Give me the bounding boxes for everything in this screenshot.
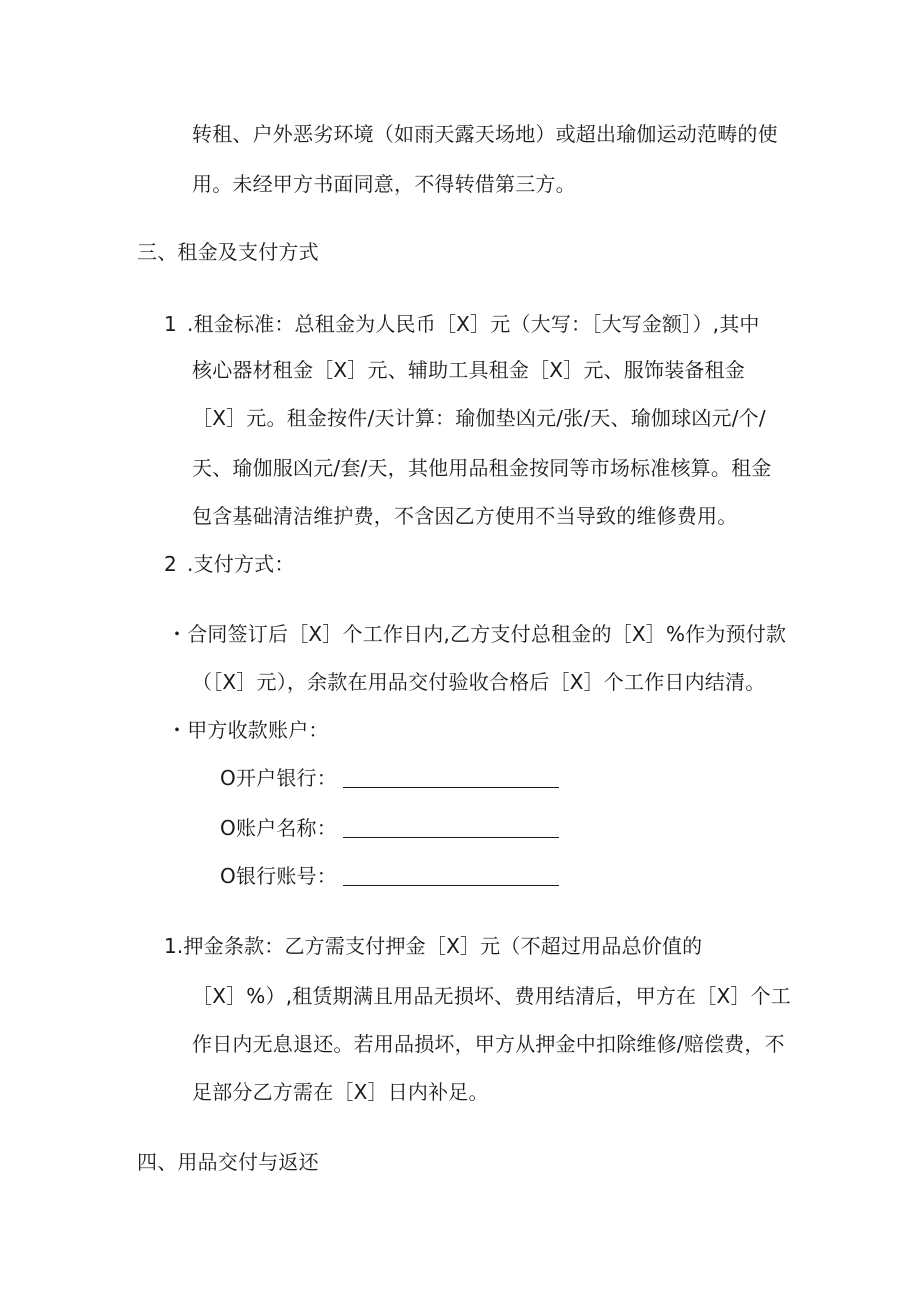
payment-bullet1-line2: （［X］元），余款在用品交付验收合格后［X］个工作日内结清。 (192, 670, 766, 694)
item1-line4: 天、瑜伽服凶元/套/天，其他用品租金按同等市场标准核算。租金 (192, 456, 772, 480)
payment-bullet1-line1: ・合同签订后［X］个工作日内,乙方支付总租金的［X］%作为预付款 (167, 622, 787, 646)
deposit-line3: 作日内无息退还。若用品损坏，甲方从押金中扣除维修/赔偿费，不 (192, 1032, 785, 1056)
section2-tail-line1: 转租、户外恶劣环境（如雨天露天场地）或超出瑜伽运动范畴的使 (192, 122, 778, 146)
item1-number: 1 (164, 312, 177, 336)
item1-line3: ［X］元。租金按件/天计算：瑜伽垫凶元/张/天、瑜伽球凶元/个/ (192, 406, 766, 430)
item1-line5: 包含基础清洁维护费，不含因乙方使用不当导致的维修费用。 (192, 504, 738, 528)
item1-line1: .租金标准：总租金为人民币［X］元（大写：［大写金额］）,其中 (187, 312, 760, 336)
section4-heading: 四、用品交付与返还 (137, 1150, 319, 1174)
account-field-name-blank (343, 817, 559, 838)
account-field-bank-label: O开户银行： (220, 766, 337, 790)
account-field-name (220, 814, 559, 842)
item1-line2: 核心器材租金［X］元、辅助工具租金［X］元、服饰装备租金 (192, 358, 746, 382)
account-field-number (220, 862, 559, 890)
account-field-number-label: O银行账号： (220, 864, 337, 888)
account-field-bank-blank (343, 767, 559, 788)
deposit-line1: 1.押金条款：乙方需支付押金［X］元（不超过用品总价值的 (164, 934, 703, 958)
deposit-line2: ［X］%）,租赁期满且用品无损坏、费用结清后，甲方在［X］个工 (192, 984, 791, 1008)
item2-title: .支付方式： (187, 552, 295, 576)
section3-heading: 三、租金及支付方式 (137, 240, 319, 264)
item2-number: 2 (164, 552, 177, 576)
account-field-bank (220, 764, 559, 792)
deposit-line4: 足部分乙方需在［X］日内补足。 (192, 1080, 489, 1104)
payment-bullet2: ・甲方收款账户： (167, 718, 329, 742)
section2-tail-line2: 用。未经甲方书面同意，不得转借第三方。 (192, 172, 576, 196)
account-field-number-blank (343, 865, 559, 886)
account-field-name-label: O账户名称： (220, 816, 337, 840)
